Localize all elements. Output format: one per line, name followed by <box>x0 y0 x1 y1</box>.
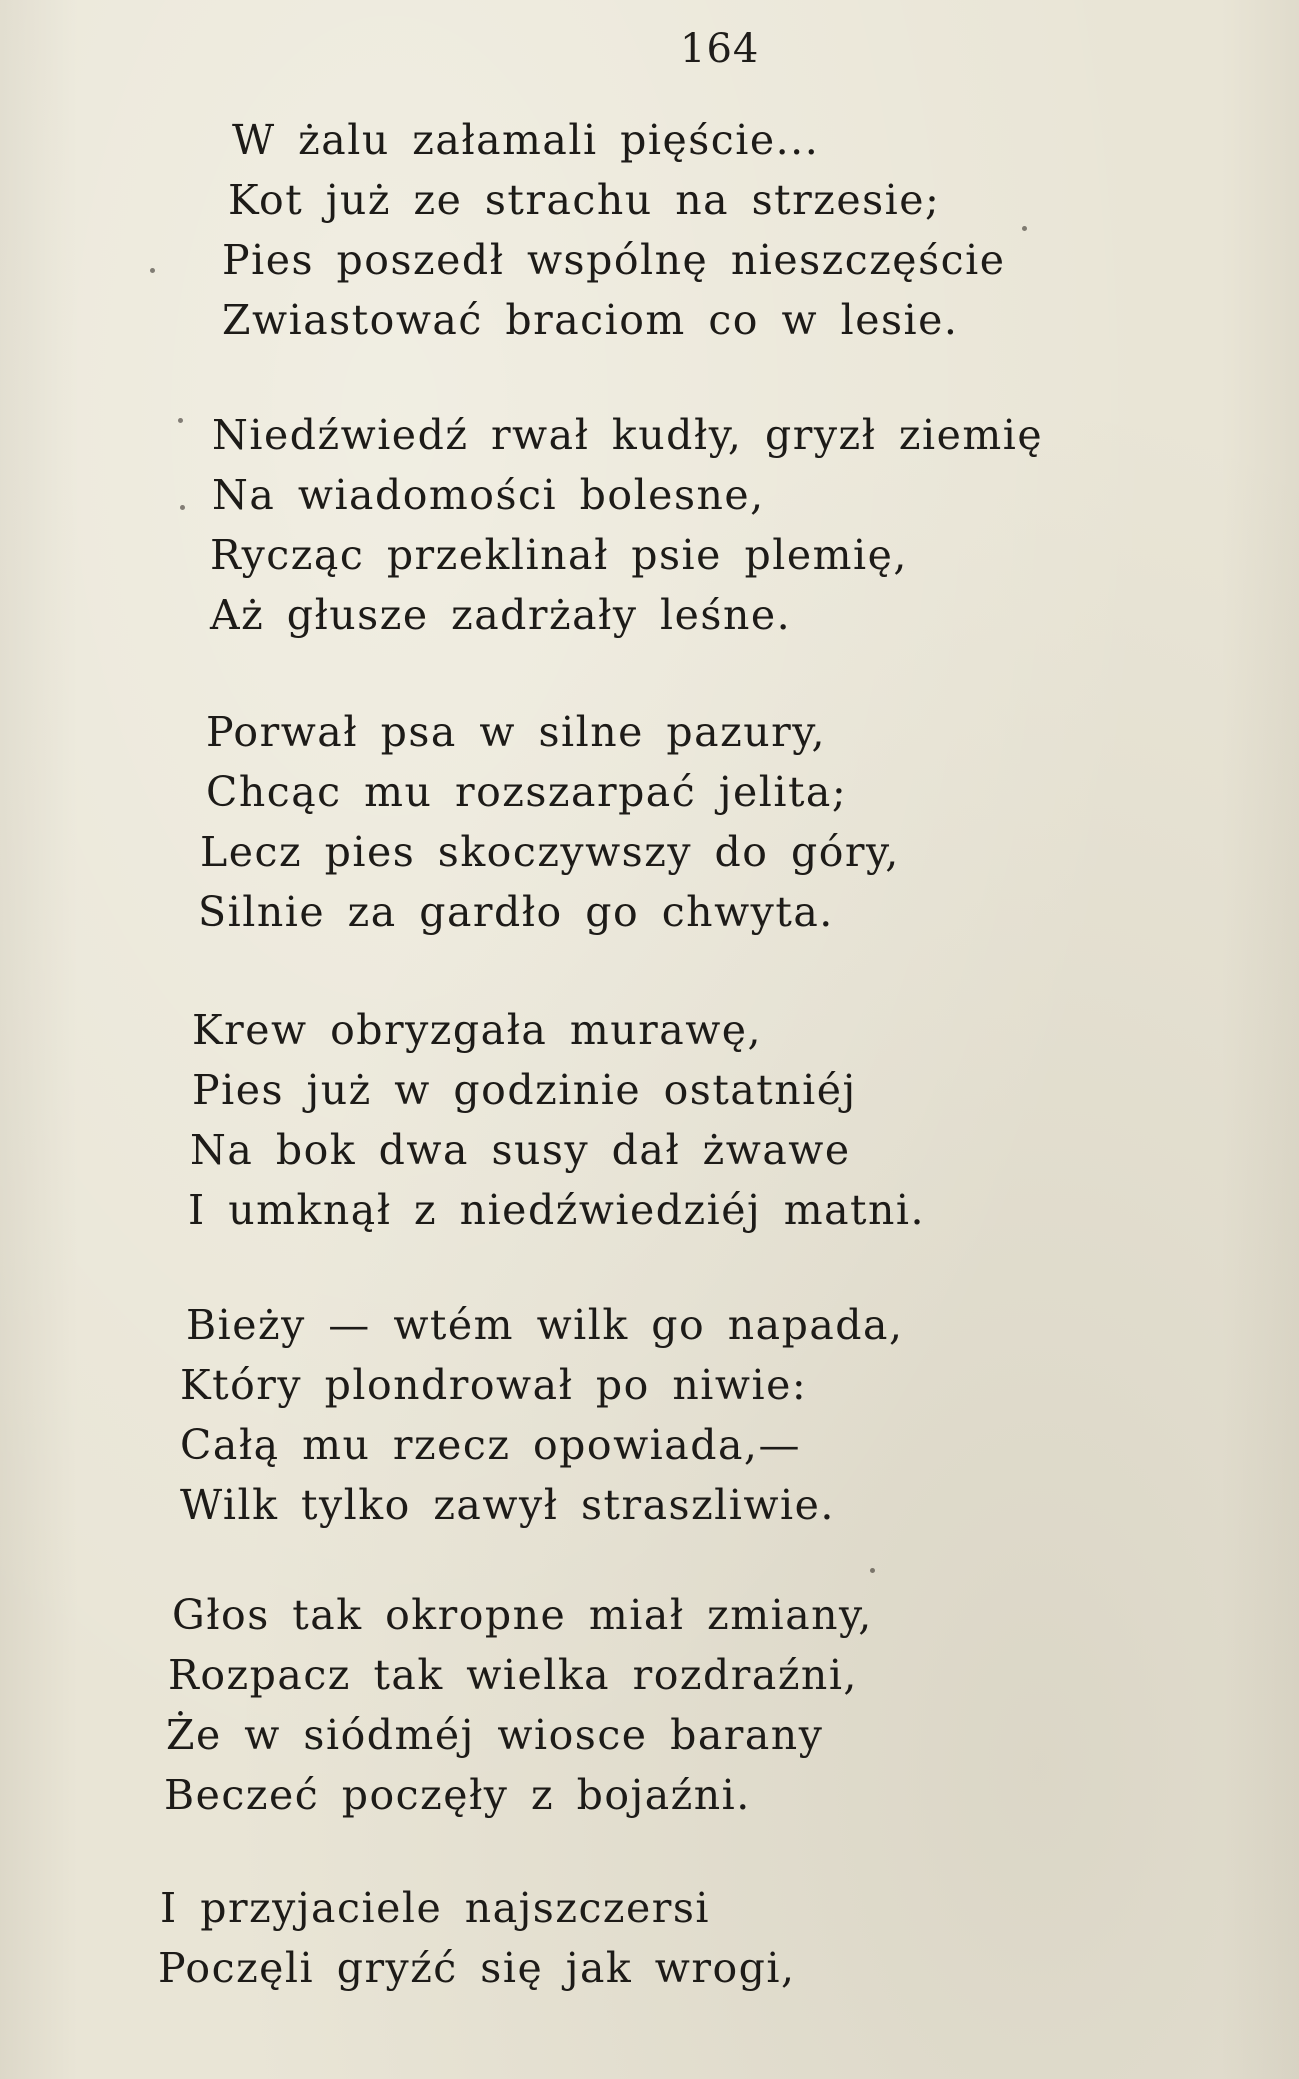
verse-line: Głos tak okropne miał zmiany, <box>172 1591 873 1639</box>
verse-line: Chcąc mu rozszarpać jelita; <box>206 768 848 816</box>
verse-line: Pies poszedł wspólnę nieszczęście <box>222 236 1006 284</box>
verse-line: Poczęli gryźć się jak wrogi, <box>158 1944 796 1992</box>
verse-line: Że w siódméj wiosce barany <box>166 1711 824 1759</box>
verse-line: Silnie za gardło go chwyta. <box>198 888 834 936</box>
verse-line: W żalu załamali pięście... <box>232 116 820 164</box>
verse-line: Zwiastować braciom co w lesie. <box>222 296 959 344</box>
verse-line: Beczeć poczęły z bojaźni. <box>164 1771 751 1819</box>
verse-line: Rycząc przeklinał psie plemię, <box>210 531 908 579</box>
verse-line: Rozpacz tak wielka rozdraźni, <box>168 1651 858 1699</box>
verse-line: Na wiadomości bolesne, <box>212 471 765 519</box>
verse-line: Krew obryzgała murawę, <box>192 1006 763 1054</box>
paper-speck <box>178 418 183 423</box>
verse-line: Całą mu rzecz opowiada,— <box>180 1421 801 1469</box>
verse-line: I przyjaciele najszczersi <box>160 1884 711 1932</box>
verse-line: Niedźwiedź rwał kudły, gryzł ziemię <box>212 411 1044 459</box>
verse-line: Bieży — wtém wilk go napada, <box>186 1301 904 1349</box>
verse-line: Na bok dwa susy dał żwawe <box>190 1126 851 1174</box>
paper-speck <box>150 268 155 273</box>
verse-line: Porwał psa w silne pazury, <box>206 708 826 756</box>
paper-speck <box>1022 226 1027 231</box>
verse-line: Kot już ze strachu na strzesie; <box>228 176 941 224</box>
verse-line: Który plondrował po niwie: <box>180 1361 808 1409</box>
paper-speck <box>180 505 185 510</box>
verse-line: Aż głusze zadrżały leśne. <box>210 591 792 639</box>
verse-line: Lecz pies skoczywszy do góry, <box>200 828 900 876</box>
verse-line: Wilk tylko zawył straszliwie. <box>180 1481 835 1529</box>
paper-speck <box>870 1568 875 1573</box>
page-number: 164 <box>680 26 760 72</box>
verse-line: Pies już w godzinie ostatniéj <box>192 1066 857 1114</box>
verse-line: I umknął z niedźwiedziéj matni. <box>188 1186 926 1234</box>
